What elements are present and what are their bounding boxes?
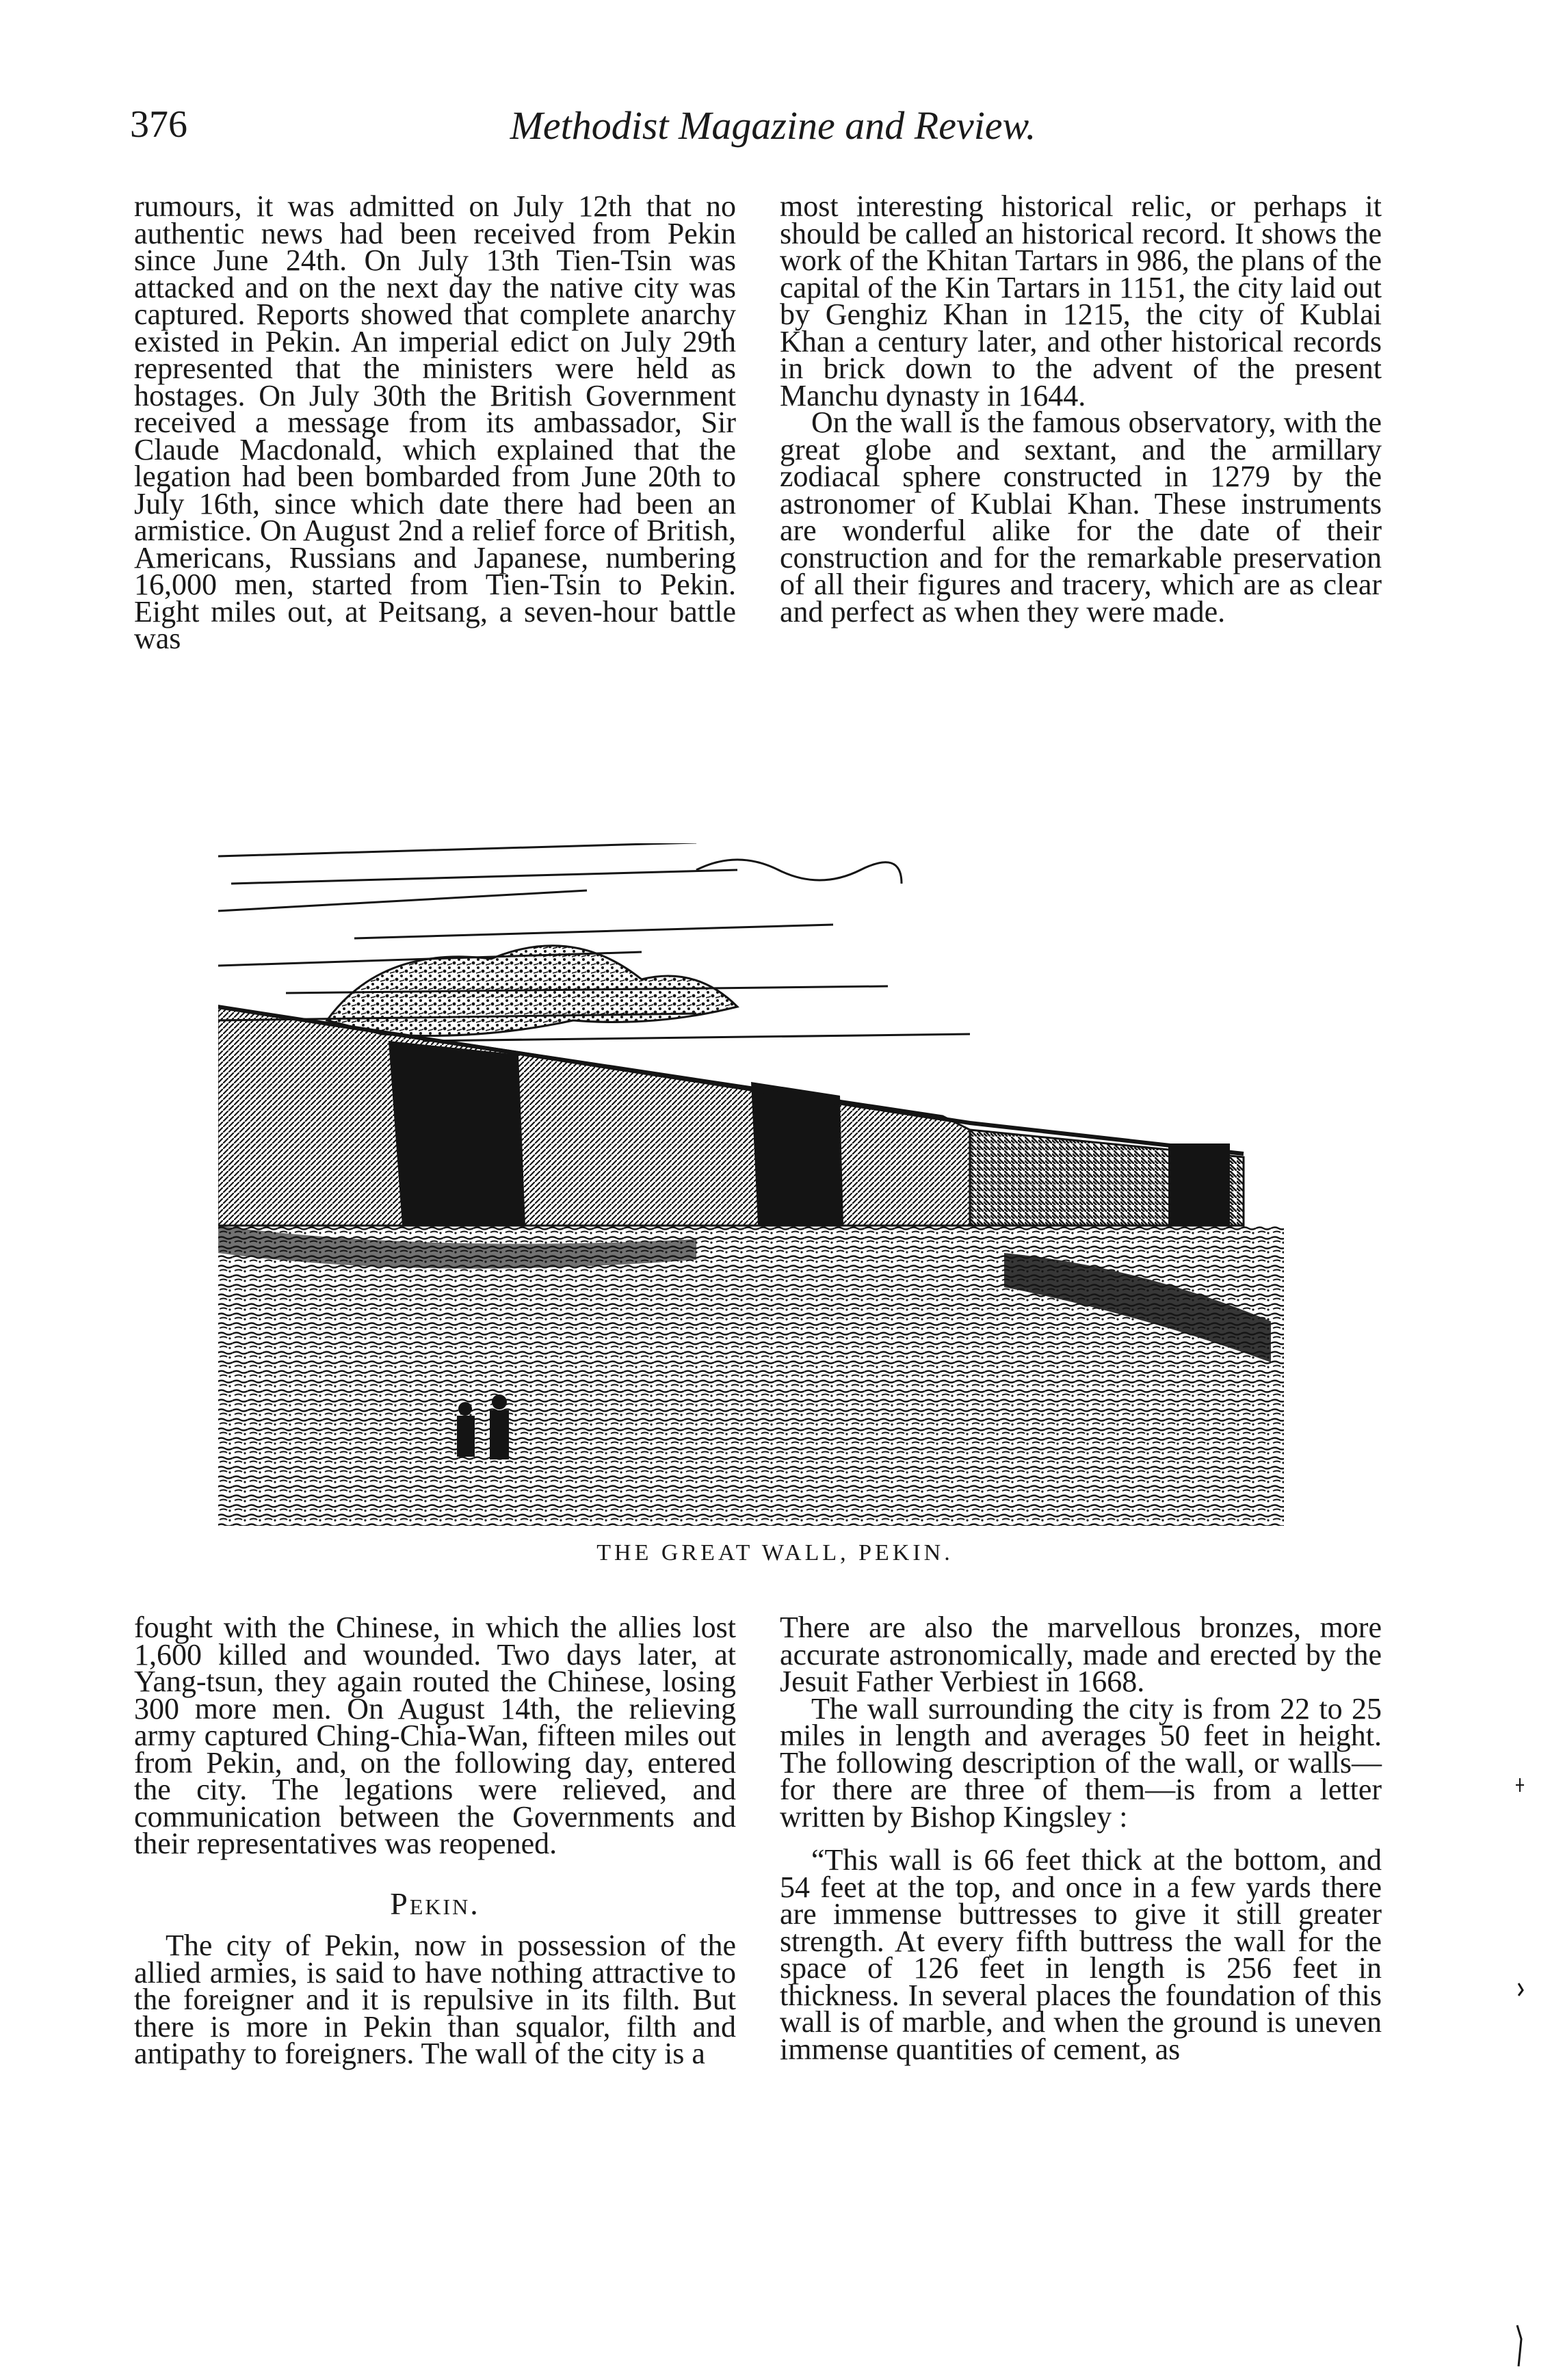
section-heading: Pekin. (390, 1886, 480, 1921)
running-title: Methodist Magazine and Review. (510, 103, 1036, 148)
figure-caption: THE GREAT WALL, PEKIN. (596, 1540, 954, 1565)
column-top-right (780, 189, 1382, 629)
column-bottom-right (780, 1611, 1382, 2066)
column-bottom-left (134, 1611, 736, 2070)
paragraph: The city of Pekin, now in possession of the allied armies, is said to have nothing attractive to the foreigner and it is repulsive in its filth. But there is more in Pekin than squalor, filth and antipathy to foreigners. The wall of the city is a (134, 1929, 736, 2070)
wall-far-gate (1168, 1143, 1230, 1226)
wall-tower-left (389, 1041, 525, 1226)
engraving-great-wall (218, 843, 1285, 1526)
paragraph: On the wall is the famous observatory, with the great globe and sextant, and the armillary zodiacal sphere constructed in 1279 by the astronomer of Kublai Khan. These instruments are wonderful alike for the date of their construction and for the remarkable preservation of all their figures and tracery, which are as clear and perfect as when they were made. (780, 406, 1382, 629)
column-top-left (134, 189, 736, 655)
page-number: 376 (130, 103, 187, 146)
paragraph: most interesting historical relic, or perhaps it should be called an historical record. It shows the work of the Khitan Tartars in 986, the plans of the capital of the Kin Tartars in 1151, the city laid out by Genghiz Khan in 1215, the city of Kublai Khan a century later, and other historical records in brick down to the advent of the present Manchu dynasty in 1644. (780, 189, 1382, 412)
paragraph: fought with the Chinese, in which the allies lost 1,600 killed and wounded. Two days later, at Yang-tsun, they again routed the Chinese, losing 300 more men. On August 14th, the relieving army captured Ching-Chia-Wan, fifteen miles out from Pekin, and, on the following day, entered the city. The legations were relieved, and communication between the Governments and their representatives was reopened. (134, 1611, 736, 1860)
page-header (130, 103, 1416, 164)
ground-field (218, 1226, 1285, 1526)
paragraph: rumours, it was admitted on July 12th that no authentic news had been received from Pekin since June 24th. On July 13th Tien-Tsin was attacked and on the next day the native city was captured. Reports showed that complete anarchy existed in Pekin. An imperial edict on July 29th represented that the ministers were held as hostages. On July 30th the British Government received a message from its ambassador, Sir Claude Macdonald, which explained that the legation had been bombarded from June 20th to July 16th, since which date there had been an armistice. On August 2nd a relief force of British, Americans, Russians and Japanese, numbering 16,000 men, started from Tien-Tsin to Pekin. Eight miles out, at Peitsang, a seven-hour battle was (134, 189, 736, 655)
quotation-paragraph: “This wall is 66 feet thick at the bottom, and 54 feet at the top, and once in a few yards there are immense buttresses to give it still greater strength. At every fifth buttress the wall for the space of 126 feet in length is 256 feet in thickness. In several places the foundation of this wall is of marble, and when the ground is uneven immense quantities of cement, as (780, 1843, 1382, 2066)
paragraph: There are also the marvellous bronzes, more accurate astronomically, made and erected by the Jesuit Father Verbiest in 1668. (780, 1611, 1382, 1698)
wall-tower-right (751, 1082, 843, 1226)
paragraph: The wall surrounding the city is from 22 to 25 miles in length and averages 50 feet in height. The following description of the wall, or walls—for there are three of them—is from a letter written by Bishop Kingsley : (780, 1691, 1382, 1834)
engraving-illustration (218, 843, 1285, 1526)
margin-marks (1506, 1764, 1534, 2380)
